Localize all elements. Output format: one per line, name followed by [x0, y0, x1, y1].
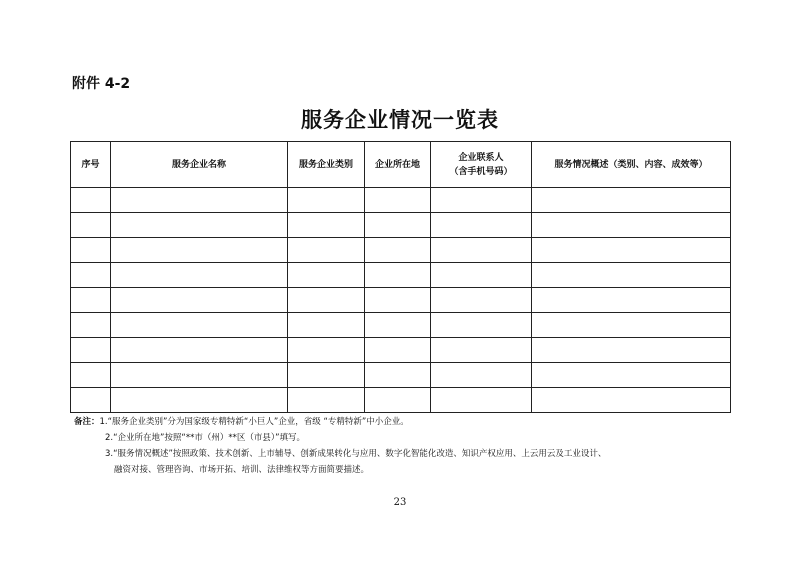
- table-cell[interactable]: [365, 288, 431, 313]
- table-cell[interactable]: [365, 313, 431, 338]
- table-cell[interactable]: [532, 338, 731, 363]
- notes-section: [74, 414, 734, 478]
- table-cell[interactable]: [431, 213, 532, 238]
- table-row: [71, 288, 731, 313]
- table-cell[interactable]: [532, 238, 731, 263]
- attachment-label: 附件 4-2: [72, 76, 131, 92]
- table-cell[interactable]: [71, 388, 111, 413]
- table-cell[interactable]: [111, 213, 288, 238]
- table-header-row: [71, 142, 731, 188]
- table-cell[interactable]: [365, 238, 431, 263]
- table-row: [71, 363, 731, 388]
- note-item-3: 3.“服务情况概述”按照政策、技术创新、上市辅导、创新成果转化与应用、数字化智能化改造、知识产权应用、上云用云及工业设计、: [105, 449, 607, 459]
- table-cell[interactable]: [71, 338, 111, 363]
- table-row: [71, 238, 731, 263]
- table-cell[interactable]: [365, 338, 431, 363]
- table-cell[interactable]: [111, 363, 288, 388]
- table-cell[interactable]: [71, 363, 111, 388]
- table-cell[interactable]: [431, 388, 532, 413]
- table-row: [71, 388, 731, 413]
- table-cell[interactable]: [71, 313, 111, 338]
- table-cell[interactable]: [71, 238, 111, 263]
- table-cell[interactable]: [288, 338, 365, 363]
- table-cell[interactable]: [532, 288, 731, 313]
- table-cell[interactable]: [288, 188, 365, 213]
- table-cell[interactable]: [288, 313, 365, 338]
- table-row: [71, 263, 731, 288]
- note-line-1: [74, 414, 734, 430]
- notes-label: 备注：: [74, 417, 100, 427]
- table-cell[interactable]: [71, 188, 111, 213]
- table-row: [71, 188, 731, 213]
- table-cell[interactable]: [431, 288, 532, 313]
- table-cell[interactable]: [71, 213, 111, 238]
- note-item-2: 2.“企业所在地”按照“**市（州）**区（市县）”填写。: [105, 433, 305, 443]
- header-contact-person: 企业联系人 （含手机号码）: [431, 142, 532, 188]
- table-cell[interactable]: [365, 188, 431, 213]
- header-enterprise-location: 企业所在地: [365, 142, 431, 188]
- table-row: [71, 338, 731, 363]
- table-cell[interactable]: [111, 288, 288, 313]
- table-cell[interactable]: [288, 388, 365, 413]
- table-cell[interactable]: [111, 338, 288, 363]
- enterprise-table: [70, 141, 731, 413]
- table-cell[interactable]: [431, 188, 532, 213]
- header-enterprise-category: 服务企业类别: [288, 142, 365, 188]
- table-cell[interactable]: [431, 313, 532, 338]
- table-cell[interactable]: [111, 188, 288, 213]
- header-service-overview: 服务情况概述（类别、内容、成效等）: [532, 142, 731, 188]
- table-cell[interactable]: [288, 363, 365, 388]
- header-serial: 序号: [71, 142, 111, 188]
- table-cell[interactable]: [111, 388, 288, 413]
- table-cell[interactable]: [111, 238, 288, 263]
- table-cell[interactable]: [431, 238, 532, 263]
- note-item-3-continued: 融资对接、管理咨询、市场开拓、培训、法律维权等方面简要描述。: [114, 465, 370, 475]
- table-cell[interactable]: [71, 263, 111, 288]
- table-cell[interactable]: [365, 263, 431, 288]
- table-cell[interactable]: [431, 263, 532, 288]
- table-cell[interactable]: [288, 238, 365, 263]
- table-cell[interactable]: [365, 363, 431, 388]
- header-enterprise-name: 服务企业名称: [111, 142, 288, 188]
- table-cell[interactable]: [365, 213, 431, 238]
- note-item-1: 1.“服务企业类别”分为国家级专精特新“小巨人”企业，省级 “专精特新”中小企业。: [99, 417, 409, 427]
- table-cell[interactable]: [288, 213, 365, 238]
- table-cell[interactable]: [532, 363, 731, 388]
- table-cell[interactable]: [111, 313, 288, 338]
- table-cell[interactable]: [532, 388, 731, 413]
- table-cell[interactable]: [532, 213, 731, 238]
- table-cell[interactable]: [111, 263, 288, 288]
- table-cell[interactable]: [532, 313, 731, 338]
- table-cell[interactable]: [532, 263, 731, 288]
- table-cell[interactable]: [431, 363, 532, 388]
- table-cell[interactable]: [532, 188, 731, 213]
- table-row: [71, 213, 731, 238]
- table-row: [71, 313, 731, 338]
- table-cell[interactable]: [431, 338, 532, 363]
- page-number: 23: [393, 497, 407, 508]
- table-cell[interactable]: [71, 288, 111, 313]
- table-cell[interactable]: [288, 288, 365, 313]
- page-title: 服务企业情况一览表: [301, 108, 499, 132]
- table-cell[interactable]: [365, 388, 431, 413]
- table-cell[interactable]: [288, 263, 365, 288]
